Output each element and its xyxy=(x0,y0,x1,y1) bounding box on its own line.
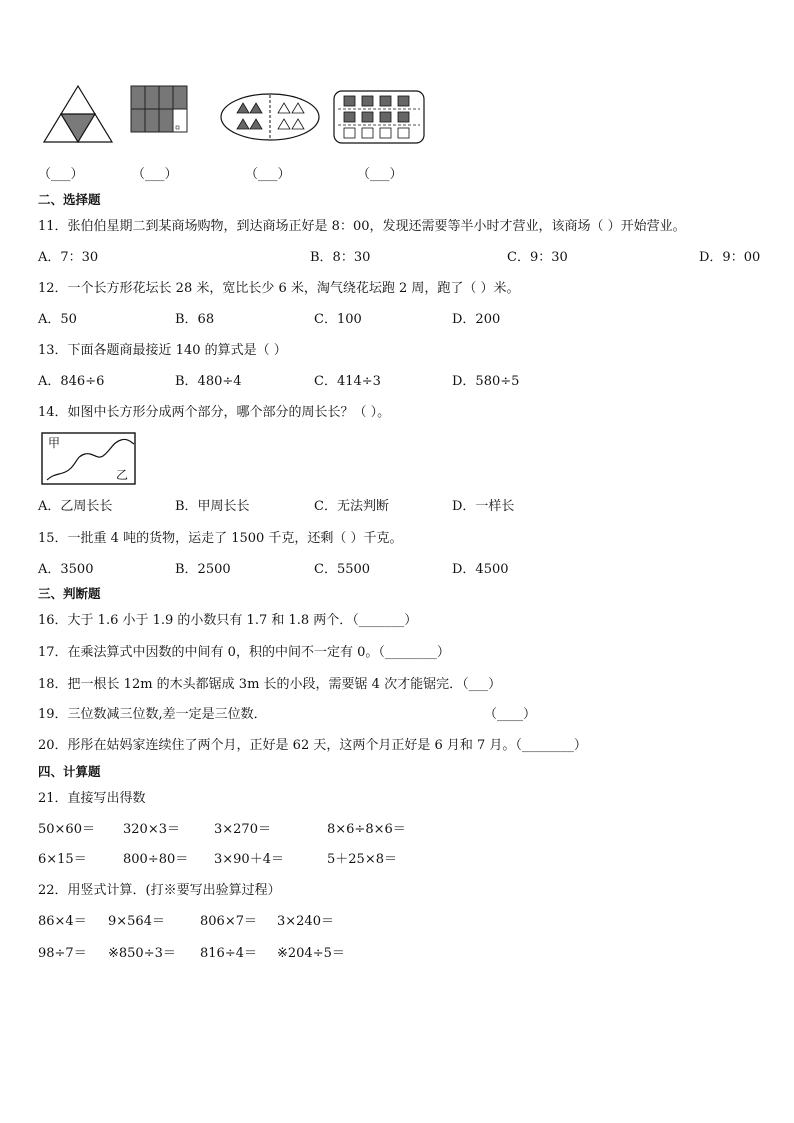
section-title-judgement: 三、判断题 xyxy=(38,586,101,601)
q21-item: 3×90＋4＝ xyxy=(214,852,284,867)
figure-triangle xyxy=(42,84,114,146)
q13-option-d[interactable]: D．580÷5 xyxy=(452,374,520,389)
question-19: 19．三位数减三位数,差一定是三位数． xyxy=(38,707,267,722)
answer-blank-4[interactable]: （___） xyxy=(357,167,403,182)
q14-option-d[interactable]: D．一样长 xyxy=(452,499,515,514)
q15-option-d[interactable]: D．4500 xyxy=(452,562,509,577)
q22-item: 3×240＝ xyxy=(277,914,334,929)
question-12: 12．一个长方形花坛长 28 米，宽比长少 6 米，淘气绕花坛跑 2 周，跑了（ ）米。 xyxy=(38,281,520,296)
answer-blank-1[interactable]: （___） xyxy=(38,167,84,182)
q12-option-c[interactable]: C．100 xyxy=(314,312,362,327)
section-title-calculation: 四、计算题 xyxy=(38,764,101,779)
q13-option-a[interactable]: A．846÷6 xyxy=(38,374,105,389)
question-15: 15．一批重 4 吨的货物，运走了 1500 千克，还剩（ ）千克。 xyxy=(38,531,403,546)
q22-item: 816÷4＝ xyxy=(200,946,257,961)
section-title-choice: 二、选择题 xyxy=(38,192,101,207)
question-18: 18．把一根长 12m 的木头都锯成 3m 长的小段，需要锯 4 次才能锯完．（___） xyxy=(38,677,502,692)
figure-rounded-squares xyxy=(333,90,425,144)
q22-item: ※204÷5＝ xyxy=(277,946,345,961)
q21-item: 50×60＝ xyxy=(38,822,95,837)
q19-answer-blank[interactable]: （____） xyxy=(484,707,537,722)
q21-item: 5＋25×8＝ xyxy=(327,852,397,867)
q14-option-b[interactable]: B．甲周长长 xyxy=(175,499,250,514)
answer-blank-2[interactable]: （___） xyxy=(132,167,178,182)
q21-item: 8×6÷8×6＝ xyxy=(327,822,406,837)
q21-item: 800÷80＝ xyxy=(123,852,189,867)
question-16: 16．大于 1.6 小于 1.9 的小数只有 1.7 和 1.8 两个．（_______） xyxy=(38,613,418,628)
q15-option-c[interactable]: C．5500 xyxy=(314,562,371,577)
q14-option-a[interactable]: A．乙周长长 xyxy=(38,499,113,514)
q22-item: 86×4＝ xyxy=(38,914,87,929)
q21-item: 3×270＝ xyxy=(214,822,271,837)
q11-option-c[interactable]: C．9：30 xyxy=(507,250,568,265)
figure-label-jia: 甲 xyxy=(48,436,61,450)
question-14: 14．如图中长方形分成两个部分，哪个部分的周长长？（ ）。 xyxy=(38,405,391,420)
q22-item: 9×564＝ xyxy=(108,914,165,929)
figure-oval-triangles xyxy=(220,93,320,141)
q11-option-a[interactable]: A．7：30 xyxy=(38,250,99,265)
question-13: 13．下面各题商最接近 140 的算式是（ ） xyxy=(38,343,287,358)
q14-option-c[interactable]: C．无法判断 xyxy=(314,499,389,514)
question-21: 21．直接写出得数 xyxy=(38,791,146,806)
question-11: 11．张伯伯星期二到某商场购物，到达商场正好是 8：00，发现还需要等半小时才营业，该商场（ ）开始营业。 xyxy=(38,219,686,234)
answer-blank-3[interactable]: （___） xyxy=(245,167,291,182)
q22-item: 806×7＝ xyxy=(200,914,257,929)
q11-option-d[interactable]: D．9：00 xyxy=(699,250,761,265)
question-17: 17．在乘法算式中因数的中间有 0，积的中间不一定有 0。（________） xyxy=(38,645,450,660)
figure-label-yi: 乙 xyxy=(116,468,129,482)
q15-option-a[interactable]: A．3500 xyxy=(38,562,94,577)
q12-option-a[interactable]: A．50 xyxy=(38,312,77,327)
q12-option-d[interactable]: D．200 xyxy=(452,312,501,327)
q13-option-b[interactable]: B．480÷4 xyxy=(175,374,242,389)
q13-option-c[interactable]: C．414÷3 xyxy=(314,374,381,389)
q15-option-b[interactable]: B．2500 xyxy=(175,562,231,577)
question-22: 22．用竖式计算．(打※要写出验算过程） xyxy=(38,883,281,898)
figure-grid-rectangle xyxy=(130,85,188,133)
q22-item: 98÷7＝ xyxy=(38,946,87,961)
q11-option-b[interactable]: B．8：30 xyxy=(310,250,371,265)
q22-item: ※850÷3＝ xyxy=(108,946,176,961)
question-20: 20．彤彤在姑妈家连续住了两个月，正好是 62 天，这两个月正好是 6 月和 7 月。（________） xyxy=(38,738,587,753)
q21-item: 6×15＝ xyxy=(38,852,87,867)
q12-option-b[interactable]: B．68 xyxy=(175,312,215,327)
q21-item: 320×3＝ xyxy=(123,822,180,837)
